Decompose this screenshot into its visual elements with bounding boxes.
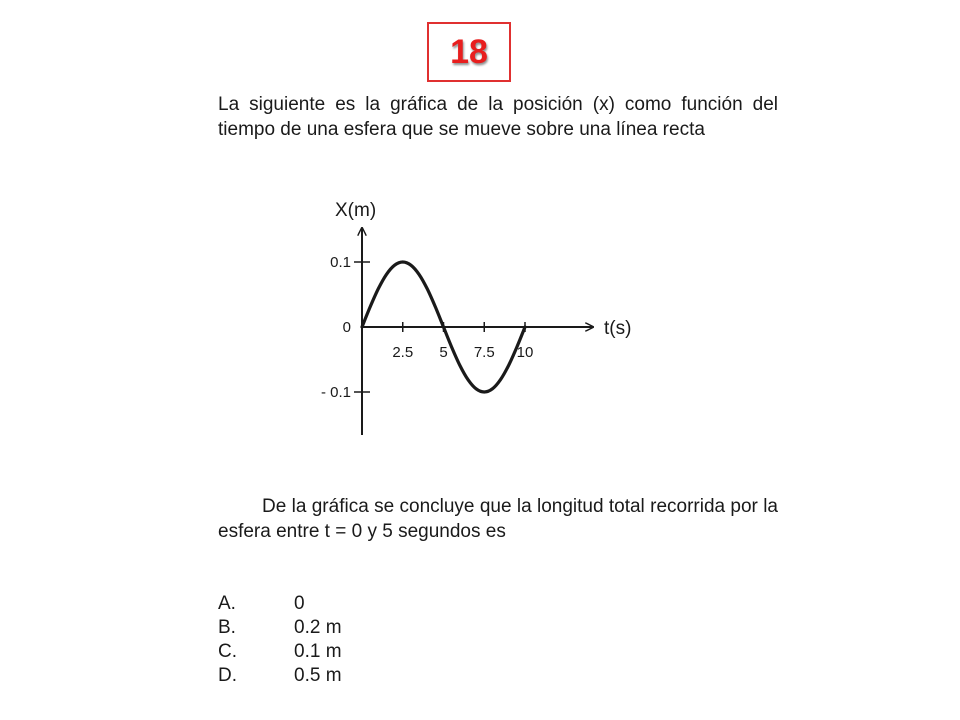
x-tick-label-0: 2.5 [392, 344, 414, 361]
question-paragraph: De la gráfica se concluye que la longitud total recorrida por la esfera entre t = 0 y 5 segundos es [218, 496, 778, 542]
y-tick-label-2: - 0.1 [320, 384, 351, 401]
answer-options [218, 592, 342, 688]
question-number: 18 [450, 32, 488, 71]
option-text: 0.5 m [294, 665, 342, 686]
option-a[interactable] [218, 592, 342, 616]
option-letter: C. [218, 641, 237, 662]
option-c[interactable] [218, 640, 342, 664]
option-b[interactable] [218, 616, 342, 640]
x-tick-label-3: 10 [516, 344, 534, 361]
x-axis-label: t(s) [604, 318, 632, 339]
option-text: 0.2 m [294, 617, 342, 638]
x-tick-label-2: 7.5 [473, 344, 495, 361]
intro-paragraph: La siguiente es la gráfica de la posición (x) como función del tiempo de una esfera que se mueve sobre una línea recta [218, 94, 778, 140]
y-axis-label: X(m) [335, 200, 377, 221]
x-tick-label-1: 5 [439, 344, 448, 361]
question-number-badge [427, 22, 511, 82]
option-letter: A. [218, 593, 236, 614]
option-text: 0.1 m [294, 641, 342, 662]
option-letter: D. [218, 665, 237, 686]
y-tick-label-1: 0 [342, 319, 351, 336]
option-d[interactable] [218, 664, 342, 688]
position-time-chart [300, 195, 660, 440]
y-tick-label-0: 0.1 [330, 254, 351, 271]
option-text: 0 [294, 593, 305, 614]
option-letter: B. [218, 617, 236, 638]
